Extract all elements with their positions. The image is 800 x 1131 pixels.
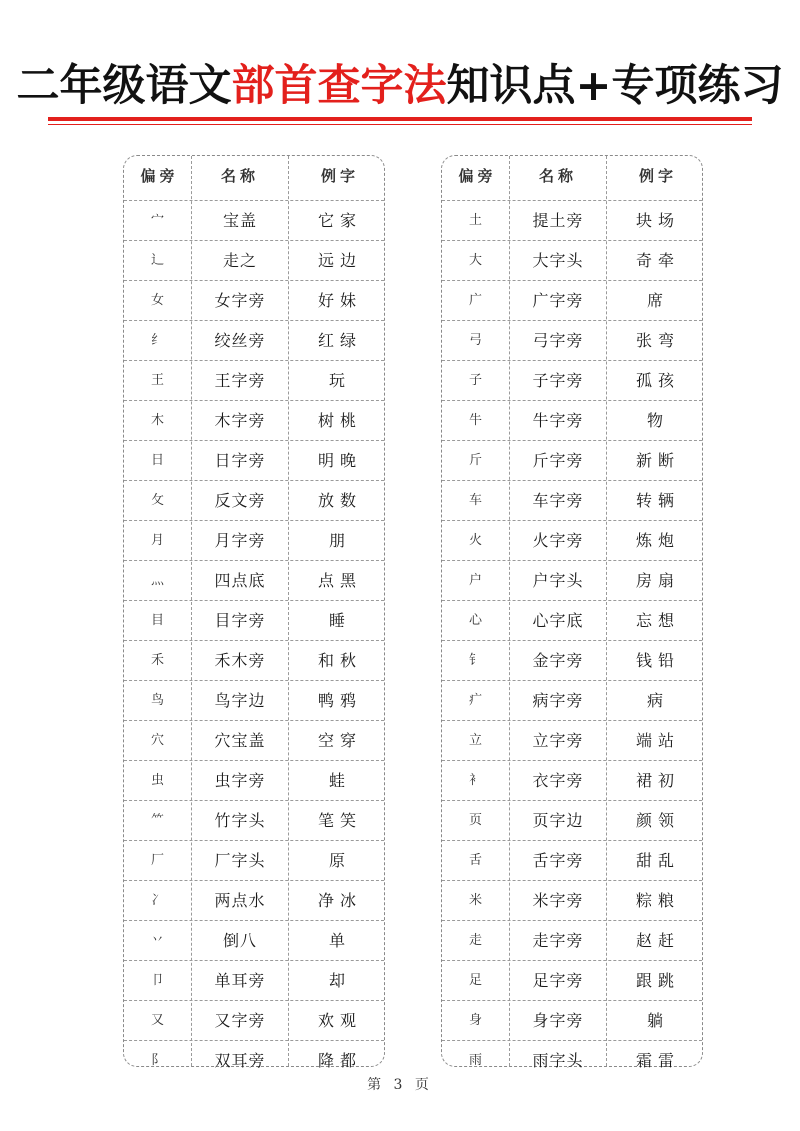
radical-cell: 走	[468, 933, 482, 948]
radical-cell: 火	[468, 533, 482, 548]
name-cell: 身字旁	[532, 1011, 584, 1030]
table-row	[442, 200, 702, 240]
examples-cell: 躺	[646, 1011, 669, 1030]
page-title	[0, 56, 800, 116]
table-row	[124, 560, 384, 600]
examples-cell: 病	[646, 691, 669, 710]
radical-cell: 立	[468, 733, 482, 748]
table-row	[442, 1000, 702, 1040]
title-part-2: 知识点+专项练习	[446, 61, 784, 111]
name-cell: 衣字旁	[532, 771, 584, 790]
examples-cell: 点黑	[317, 571, 362, 590]
radical-cell: 钅	[468, 653, 482, 668]
name-cell: 足字旁	[532, 971, 584, 990]
name-cell: 四点底	[214, 571, 266, 590]
radical-cell: 牛	[468, 413, 482, 428]
examples-cell: 粽粮	[635, 891, 680, 910]
examples-cell: 明晚	[317, 451, 362, 470]
table-row	[442, 360, 702, 400]
name-cell: 斤字旁	[532, 451, 584, 470]
radical-cell: ⺮	[150, 813, 164, 828]
table-row	[124, 640, 384, 680]
name-cell: 弓字旁	[532, 331, 584, 350]
examples-cell: 忘想	[635, 611, 680, 630]
examples-cell: 红绿	[317, 331, 362, 350]
name-cell: 提土旁	[532, 211, 584, 230]
radical-cell: 弓	[468, 333, 482, 348]
header-examples: 例字	[638, 167, 677, 185]
radical-cell: 土	[468, 213, 482, 228]
table-row	[124, 960, 384, 1000]
name-cell: 穴宝盖	[214, 731, 266, 750]
table-row	[124, 360, 384, 400]
name-cell: 目字旁	[214, 611, 266, 630]
examples-cell: 蛙	[328, 771, 351, 790]
name-cell: 心字底	[532, 611, 584, 630]
page-number: 第 3 页	[367, 1077, 433, 1093]
radical-cell: 攵	[150, 493, 164, 508]
table-row	[442, 440, 702, 480]
examples-cell: 玩	[328, 371, 351, 390]
name-cell: 双耳旁	[214, 1051, 266, 1070]
examples-cell: 房扇	[635, 571, 680, 590]
name-cell: 禾木旁	[214, 651, 266, 670]
radical-cell: 又	[150, 1013, 164, 1028]
name-cell: 王字旁	[214, 371, 266, 390]
examples-cell: 席	[646, 291, 669, 310]
table-row	[442, 400, 702, 440]
radical-cell: 辶	[150, 253, 164, 268]
table-row	[124, 1000, 384, 1040]
name-cell: 女字旁	[214, 291, 266, 310]
table-row	[124, 200, 384, 240]
name-cell: 雨字头	[532, 1051, 584, 1070]
name-cell: 木字旁	[214, 411, 266, 430]
name-cell: 广字旁	[532, 291, 584, 310]
name-cell: 鸟字边	[214, 691, 266, 710]
radical-cell: 王	[150, 373, 164, 388]
radical-table-right	[441, 155, 703, 1070]
table-row	[124, 240, 384, 280]
header-examples: 例字	[320, 167, 359, 185]
table-header-row	[124, 156, 384, 196]
examples-cell: 端站	[635, 731, 680, 750]
name-cell: 反文旁	[214, 491, 266, 510]
examples-cell: 原	[328, 851, 351, 870]
table-row	[442, 560, 702, 600]
name-cell: 金字旁	[532, 651, 584, 670]
name-cell: 日字旁	[214, 451, 266, 470]
examples-cell: 转辆	[635, 491, 680, 510]
table-row	[124, 400, 384, 440]
name-cell: 走之	[222, 251, 257, 270]
table-row	[442, 240, 702, 280]
examples-cell: 却	[328, 971, 351, 990]
name-cell: 月字旁	[214, 531, 266, 550]
table-row	[124, 480, 384, 520]
table-row	[442, 680, 702, 720]
examples-cell: 新断	[635, 451, 680, 470]
examples-cell: 空穿	[317, 731, 362, 750]
table-row	[124, 760, 384, 800]
name-cell: 车字旁	[532, 491, 584, 510]
radical-cell: 衤	[468, 773, 482, 788]
radical-cell: 女	[150, 293, 164, 308]
examples-cell: 孤孩	[635, 371, 680, 390]
name-cell: 舌字旁	[532, 851, 584, 870]
examples-cell: 鸭鸦	[317, 691, 362, 710]
name-cell: 页字边	[532, 811, 584, 830]
radical-cell: 子	[468, 373, 482, 388]
radical-cell: 丷	[150, 933, 164, 948]
name-cell: 走字旁	[532, 931, 584, 950]
radical-cell: 冫	[150, 893, 164, 908]
examples-cell: 睡	[328, 611, 351, 630]
examples-cell: 树桃	[317, 411, 362, 430]
examples-cell: 笔笑	[317, 811, 362, 830]
radical-cell: 月	[150, 533, 164, 548]
examples-cell: 降都	[317, 1051, 362, 1070]
examples-cell: 裙初	[635, 771, 680, 790]
radical-cell: 舌	[468, 853, 482, 868]
name-cell: 火字旁	[532, 531, 584, 550]
header-radical: 偏旁	[140, 167, 179, 185]
radical-cell: 卩	[150, 973, 164, 988]
title-underline-thin	[48, 124, 752, 125]
name-cell: 病字旁	[532, 691, 584, 710]
name-cell: 牛字旁	[532, 411, 584, 430]
radical-cell: 厂	[150, 853, 164, 868]
examples-cell: 奇牵	[635, 251, 680, 270]
header-radical: 偏旁	[458, 167, 497, 185]
examples-cell: 赵赶	[635, 931, 680, 950]
name-cell: 虫字旁	[214, 771, 266, 790]
name-cell: 两点水	[214, 891, 266, 910]
examples-cell: 炼炮	[635, 531, 680, 550]
name-cell: 米字旁	[532, 891, 584, 910]
name-cell: 又字旁	[214, 1011, 266, 1030]
table-row	[442, 600, 702, 640]
examples-cell: 钱铅	[635, 651, 680, 670]
table-row	[124, 720, 384, 760]
name-cell: 子字旁	[532, 371, 584, 390]
name-cell: 倒八	[222, 931, 257, 950]
radical-cell: 灬	[150, 573, 164, 588]
table-row	[124, 440, 384, 480]
radical-cell: 大	[468, 253, 482, 268]
name-cell: 立字旁	[532, 731, 584, 750]
radical-cell: 鸟	[150, 693, 164, 708]
table-row	[124, 320, 384, 360]
examples-cell: 朋	[328, 531, 351, 550]
table-row	[442, 880, 702, 920]
name-cell: 单耳旁	[214, 971, 266, 990]
table-row	[442, 320, 702, 360]
table-row	[124, 880, 384, 920]
examples-cell: 块场	[635, 211, 680, 230]
examples-cell: 张弯	[635, 331, 680, 350]
examples-cell: 颜领	[635, 811, 680, 830]
table-row	[124, 280, 384, 320]
examples-cell: 它家	[317, 211, 362, 230]
radical-cell: 身	[468, 1013, 482, 1028]
table-row	[124, 680, 384, 720]
table-row	[442, 720, 702, 760]
title-part-1: 二年级语文	[16, 61, 232, 111]
radical-cell: 疒	[468, 693, 482, 708]
radical-cell: 虫	[150, 773, 164, 788]
radical-cell: 目	[150, 613, 164, 628]
radical-cell: 心	[468, 613, 482, 628]
table-row	[442, 800, 702, 840]
radical-cell: 纟	[150, 333, 164, 348]
radical-cell: 足	[468, 973, 482, 988]
examples-cell: 物	[646, 411, 669, 430]
table-row	[442, 280, 702, 320]
name-cell: 厂字头	[214, 851, 266, 870]
radical-cell: 户	[468, 573, 482, 588]
name-cell: 竹字头	[214, 811, 266, 830]
examples-cell: 单	[328, 931, 351, 950]
table-row	[442, 920, 702, 960]
table-row	[442, 760, 702, 800]
radical-cell: 斤	[468, 453, 482, 468]
header-name: 名称	[538, 167, 577, 185]
radical-cell: 页	[468, 813, 482, 828]
examples-cell: 霜雷	[635, 1051, 680, 1070]
table-row	[442, 960, 702, 1000]
radical-cell: 阝	[150, 1053, 164, 1068]
examples-cell: 跟跳	[635, 971, 680, 990]
name-cell: 宝盖	[222, 211, 257, 230]
name-cell: 绞丝旁	[214, 331, 266, 350]
examples-cell: 净冰	[317, 891, 362, 910]
radical-cell: 雨	[468, 1053, 482, 1068]
table-row	[442, 480, 702, 520]
table-row	[442, 640, 702, 680]
radical-cell: 木	[150, 413, 164, 428]
radical-cell: 禾	[150, 653, 164, 668]
table-row	[124, 920, 384, 960]
radical-cell: 日	[150, 453, 164, 468]
table-row	[124, 840, 384, 880]
table-row	[124, 600, 384, 640]
table-row	[124, 800, 384, 840]
name-cell: 户字头	[532, 571, 584, 590]
examples-cell: 放数	[317, 491, 362, 510]
radical-cell: 米	[468, 893, 482, 908]
table-row	[442, 840, 702, 880]
table-row	[124, 520, 384, 560]
title-underline-thick	[48, 117, 752, 121]
examples-cell: 欢观	[317, 1011, 362, 1030]
examples-cell: 甜乱	[635, 851, 680, 870]
radical-cell: 穴	[150, 733, 164, 748]
table-row	[442, 520, 702, 560]
table-header-row	[442, 156, 702, 196]
examples-cell: 远边	[317, 251, 362, 270]
examples-cell: 和秋	[317, 651, 362, 670]
name-cell: 大字头	[532, 251, 584, 270]
radical-table-left	[123, 155, 385, 1070]
examples-cell: 好妹	[317, 291, 362, 310]
radical-cell: 车	[468, 493, 482, 508]
header-name: 名称	[220, 167, 259, 185]
radical-cell: 宀	[150, 213, 164, 228]
title-highlight: 部首查字法	[231, 61, 447, 111]
radical-cell: 广	[468, 293, 482, 308]
